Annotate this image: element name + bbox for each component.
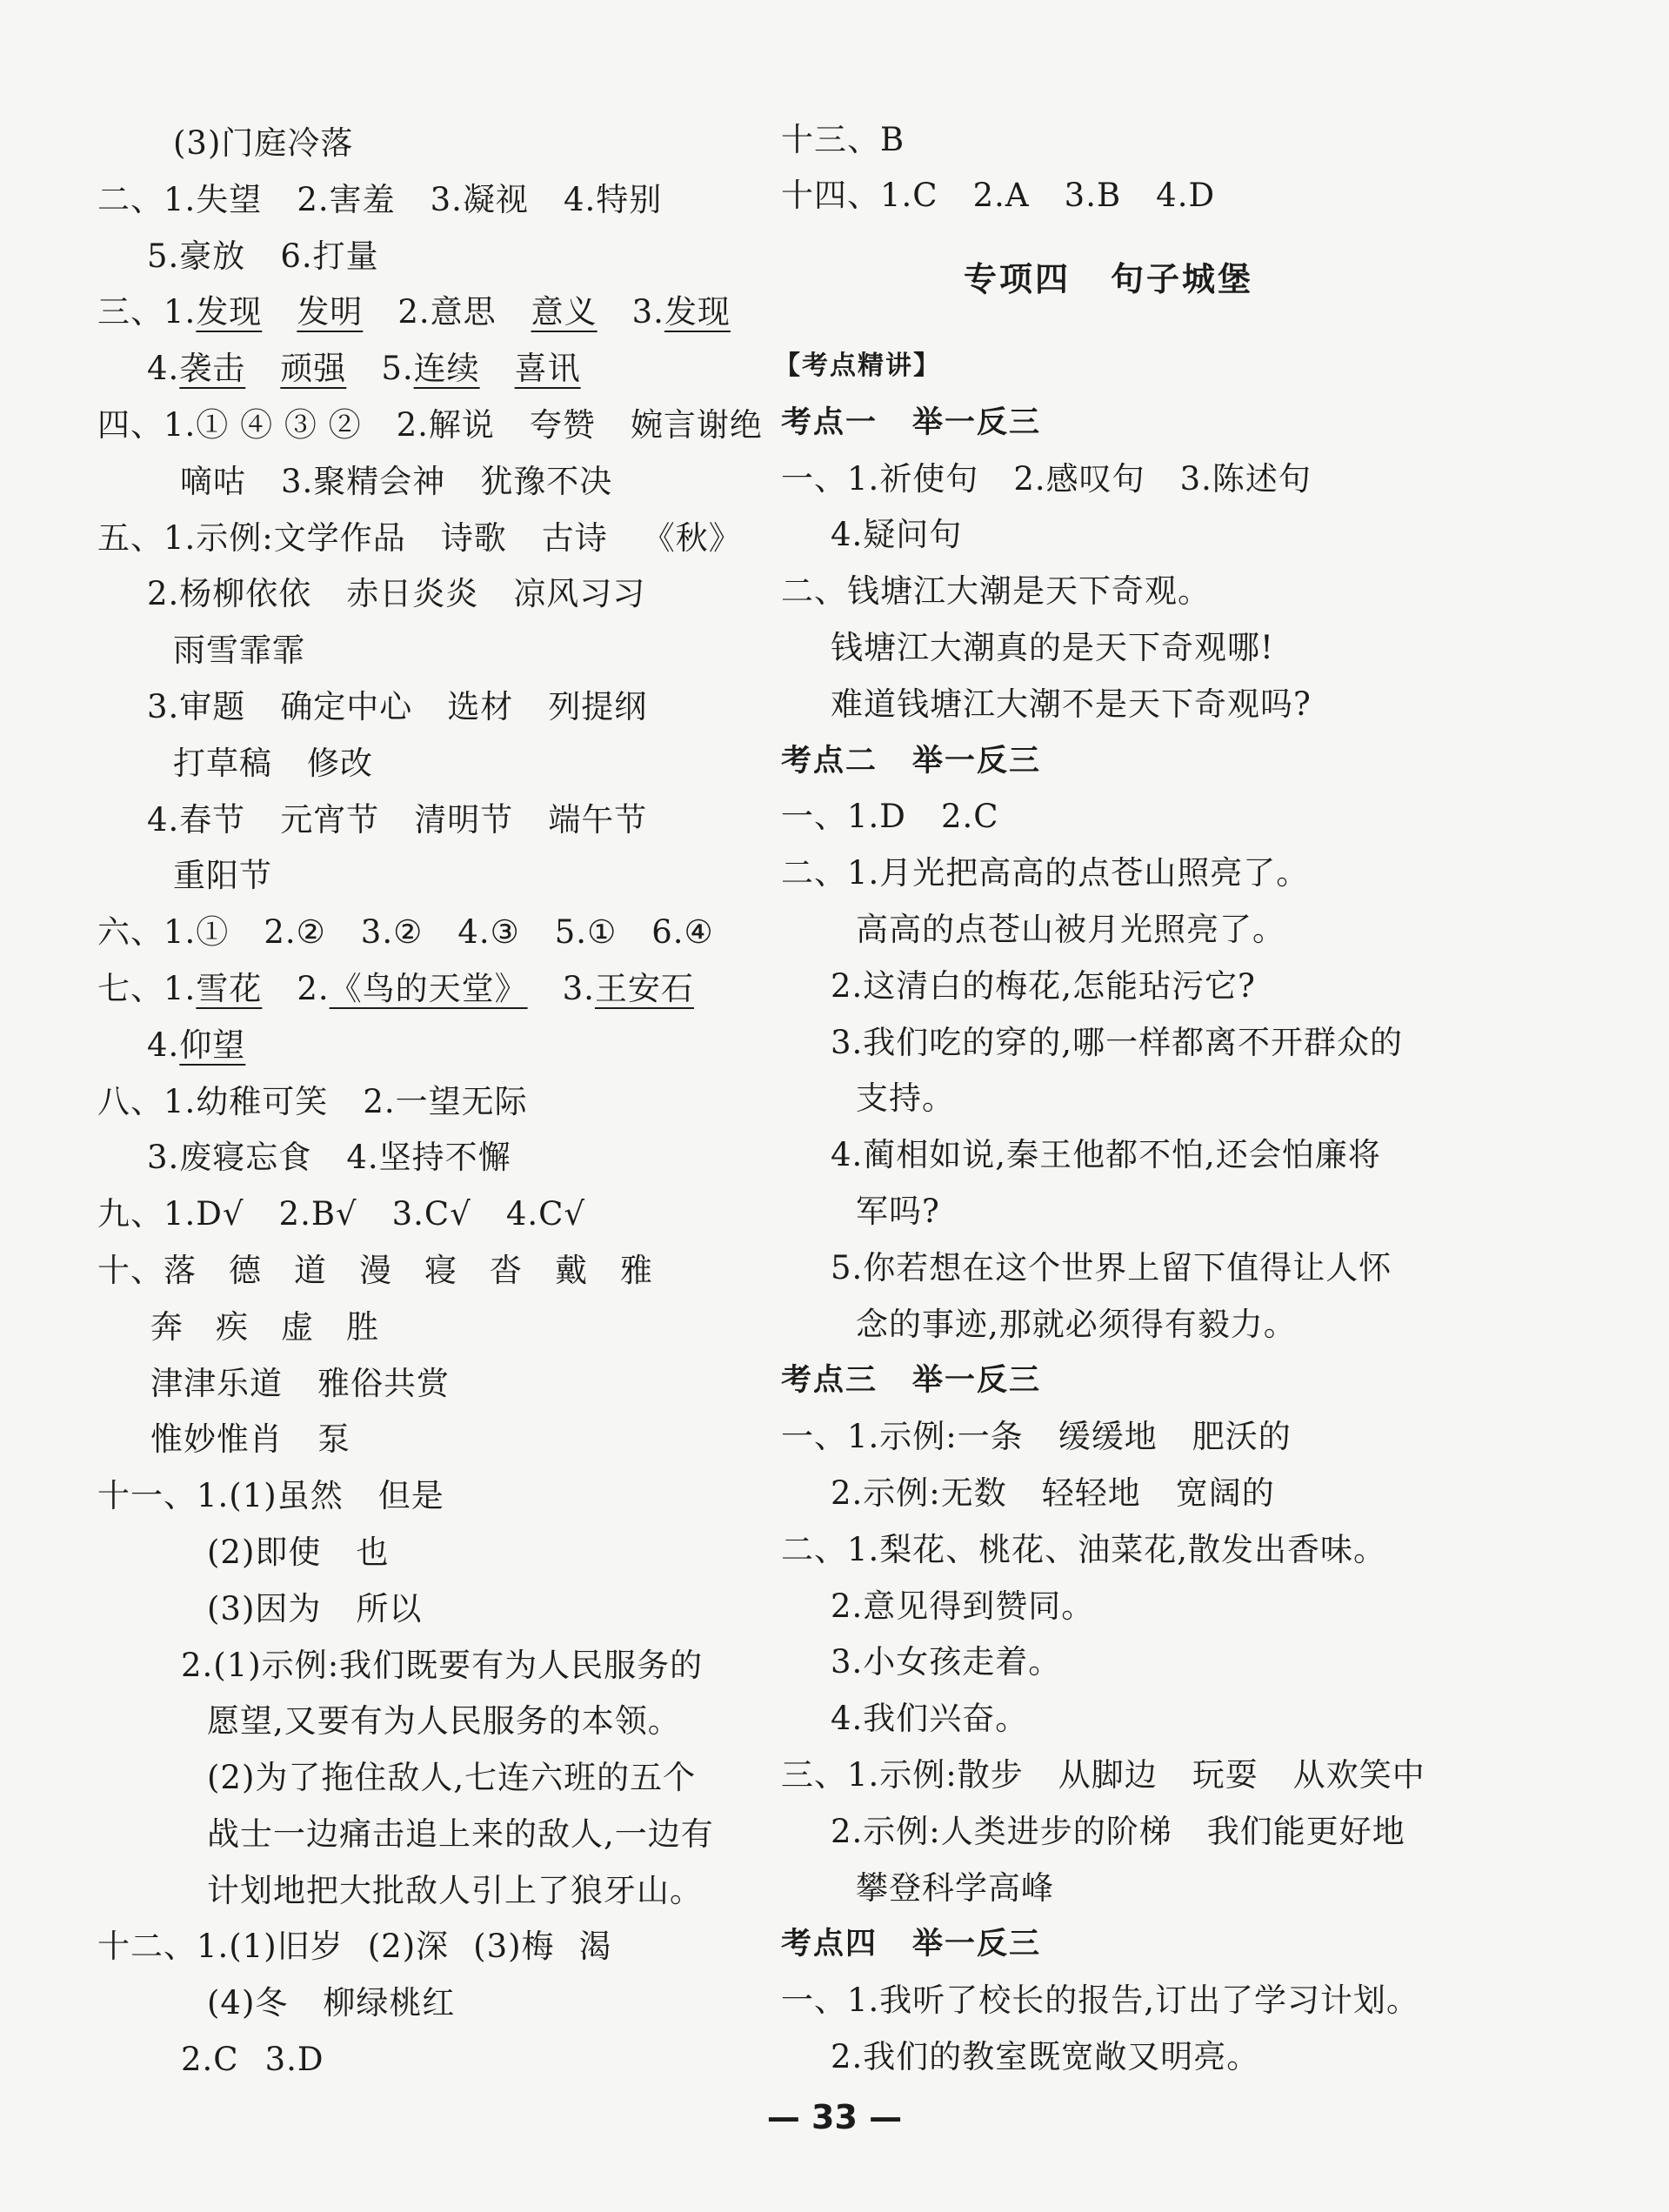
answer-line: 二、1.月光把高高的点苍山照亮了。 — [781, 854, 1310, 892]
kaodian-heading — [781, 1359, 1041, 1402]
answer-item: 2.意思 — [397, 293, 497, 331]
kaodian-label: 考点三 — [781, 1363, 878, 1398]
answer-line: 支持。 — [856, 1079, 955, 1117]
answer-item: 2.一望无际 — [363, 1083, 528, 1120]
answer-item: 我们能更好地 — [1206, 1813, 1405, 1850]
answer-line — [97, 291, 731, 334]
answer-item: 3.审题 — [147, 688, 246, 725]
answer-item: 十一、1.(1)虽然 — [97, 1477, 344, 1514]
answer-item: 端午节 — [548, 801, 648, 839]
answer-item: 缓缓地 — [1058, 1418, 1158, 1455]
answer-item: 一、1.D — [781, 798, 906, 835]
answer-line — [147, 235, 379, 278]
answer-line — [97, 1925, 612, 1968]
answer-item: 德 — [229, 1252, 262, 1289]
answer-item: 古诗 — [541, 519, 608, 557]
answer-line — [150, 1418, 350, 1461]
answer-line: (2)为了拖住敌人,七连六班的五个 — [207, 1759, 697, 1796]
answer-item: 十、落 — [97, 1252, 197, 1289]
answer-item: 4.特别 — [563, 181, 663, 218]
answer-item: (2)即使 — [207, 1534, 322, 1571]
answer-item: 三、1.示例:散步 — [781, 1756, 1024, 1794]
underlined-answer: 王安石 — [594, 970, 694, 1007]
answer-line — [97, 517, 742, 560]
answer-item: 5.豪放 — [147, 237, 246, 275]
answer-line — [207, 1587, 422, 1631]
answer-item: 十四、1.C — [781, 177, 938, 214]
answer-line: 2.(1)示例:我们既要有为人民服务的 — [181, 1647, 704, 1684]
kaodian-sub: 举一反三 — [912, 744, 1042, 779]
answer-line — [150, 1306, 379, 1349]
answer-line — [97, 967, 694, 1011]
section-title — [964, 257, 1253, 301]
answer-line — [97, 1474, 444, 1518]
answer-item: (4)冬 — [207, 1984, 289, 2022]
underlined-answer: 《鸟的天堂》 — [329, 970, 528, 1007]
underlined-answer: 发现 — [664, 293, 731, 331]
answer-item: 2.C — [940, 798, 999, 835]
answer-line — [97, 178, 662, 222]
answer-line — [147, 1024, 245, 1067]
answer-line — [147, 572, 645, 616]
kaodian-sub: 举一反三 — [912, 405, 1042, 440]
answer-line: 战士一边痛击追上来的敌人,一边有 — [207, 1815, 714, 1853]
answer-line — [97, 1249, 653, 1293]
answer-item: 奔 — [150, 1308, 184, 1346]
answer-line: (3)门庭冷落 — [173, 124, 354, 162]
answer-item: 修改 — [307, 745, 373, 782]
answer-line — [147, 347, 581, 391]
answer-item: 凉风习习 — [513, 575, 646, 612]
answer-item: 3.废寝忘食 — [147, 1139, 312, 1176]
answer-item: 元宵节 — [280, 801, 380, 839]
answer-prefix: 3. — [631, 293, 664, 331]
answer-item: 确定中心 — [280, 688, 413, 725]
answer-item: 戴 — [555, 1252, 588, 1289]
answer-item: 《秋》 — [642, 519, 742, 557]
underlined-answer: 发现 — [196, 293, 263, 331]
answer-line: 念的事迹,那就必须得有毅力。 — [856, 1306, 1297, 1343]
answer-item: 从脚边 — [1058, 1756, 1158, 1794]
answer-line — [781, 1754, 1425, 1797]
answer-item: 2.示例:人类进步的阶梯 — [831, 1813, 1172, 1850]
answer-prefix: 三、1. — [97, 293, 197, 331]
page-number: — 33 — — [766, 2098, 903, 2136]
answer-item: 宽阔的 — [1175, 1474, 1275, 1512]
underlined-answer: 意义 — [531, 293, 598, 331]
answer-item: 2.示例:无数 — [831, 1474, 1007, 1512]
answer-line: 2.我们的教室既宽敞又明亮。 — [831, 2038, 1260, 2075]
answer-item: 四、1.① ④ ③ ② — [97, 406, 362, 444]
kaodian-label: 考点二 — [781, 744, 878, 779]
answer-line — [97, 1080, 528, 1124]
answer-item: 4.③ — [457, 913, 520, 951]
underlined-answer: 顽强 — [280, 350, 347, 387]
kaodian-label: 考点一 — [781, 405, 878, 440]
answer-item: 一、1.祈使句 — [781, 460, 979, 498]
answer-item: 虚 — [281, 1308, 314, 1346]
answer-line — [831, 1472, 1275, 1515]
answer-item: 3.聚精会神 — [281, 463, 446, 500]
answer-item: 赤日炎炎 — [346, 575, 479, 612]
answer-line: 4.蔺相如说,秦王他都不怕,还会怕廉将 — [831, 1136, 1381, 1173]
answer-item: (3)梅 — [473, 1928, 555, 1965]
answer-item: 3.② — [360, 913, 424, 951]
answer-prefix: 5. — [381, 350, 414, 387]
answer-item: 6.④ — [651, 913, 714, 951]
answer-item: 2.② — [264, 913, 326, 951]
answer-item: 诗歌 — [440, 519, 507, 557]
answer-line — [97, 911, 714, 954]
answer-item: 2.感叹句 — [1013, 460, 1145, 498]
answer-item: 2.害羞 — [297, 181, 396, 218]
answer-item: 2.杨柳依依 — [147, 575, 312, 612]
answer-line: 钱塘江大潮真的是天下奇观哪! — [831, 629, 1274, 666]
kaodian-label: 考点四 — [781, 1927, 878, 1961]
answer-item: 玩耍 — [1192, 1756, 1258, 1794]
answer-prefix: 3. — [562, 970, 595, 1007]
answer-line: 重阳节 — [173, 857, 272, 894]
answer-line — [207, 1981, 455, 2025]
answer-line: 3.我们吃的穿的,哪一样都离不开群众的 — [831, 1024, 1404, 1061]
answer-item: 一、1.示例:一条 — [781, 1418, 1024, 1455]
underlined-answer: 袭击 — [179, 350, 246, 387]
answer-item: 道 — [294, 1252, 327, 1289]
answer-line — [147, 685, 647, 729]
answer-item: 嘀咕 — [180, 463, 246, 500]
answer-item: 2.解说 — [396, 406, 495, 444]
answer-item: 二、1.失望 — [97, 181, 263, 218]
answer-line — [150, 1362, 450, 1406]
answer-item: 津津乐道 — [150, 1365, 283, 1402]
answer-line: 军吗? — [856, 1193, 940, 1230]
answer-line: 4.疑问句 — [831, 516, 963, 553]
answer-item: 六、1.① — [97, 913, 230, 951]
kaodian-sub: 举一反三 — [912, 1363, 1042, 1398]
answer-item: 也 — [356, 1534, 390, 1571]
answer-line: 二、1.梨花、桃花、油菜花,散发出香味。 — [781, 1531, 1387, 1568]
answer-line: 3.小女孩走着。 — [831, 1643, 1062, 1681]
answer-line: 十三、B — [781, 121, 905, 158]
kaodian-jingjiang-heading: 【考点精讲】 — [774, 351, 941, 381]
answer-line: 2.这清白的梅花,怎能玷污它? — [831, 967, 1256, 1005]
answer-line — [781, 458, 1312, 501]
answer-item: 2.C — [181, 2041, 239, 2078]
answer-item: 肥沃的 — [1192, 1418, 1292, 1455]
answer-line: 5.你若想在这个世界上留下值得让人怀 — [831, 1249, 1392, 1286]
answer-line — [97, 1193, 585, 1236]
answer-line — [781, 174, 1215, 217]
answer-item: 选材 — [447, 688, 514, 725]
answer-line — [781, 795, 999, 839]
answer-line — [97, 404, 763, 447]
answer-item: 4.D — [1156, 177, 1216, 214]
kaodian-heading — [781, 401, 1041, 444]
answer-item: 渴 — [578, 1928, 612, 1965]
answer-item: 6.打量 — [280, 237, 379, 275]
kaodian-heading — [781, 1922, 1041, 1966]
answer-line: 雨雪霏霏 — [173, 632, 305, 669]
underlined-answer: 雪花 — [196, 970, 263, 1007]
answer-line: 高高的点苍山被月光照亮了。 — [856, 911, 1285, 948]
answer-item: 3.凝视 — [430, 181, 529, 218]
underlined-answer: 仰望 — [179, 1026, 246, 1064]
answer-item: 五、1.示例:文学作品 — [97, 519, 406, 557]
answer-item: 泵 — [317, 1420, 350, 1458]
answer-line — [173, 742, 373, 785]
answer-item: 惟妙惟肖 — [150, 1420, 283, 1458]
answer-line — [147, 799, 647, 842]
answer-item: 3.C√ — [391, 1195, 471, 1233]
answer-item: (3)因为 — [207, 1590, 322, 1627]
answer-line — [831, 1810, 1405, 1854]
answer-line: 二、钱塘江大潮是天下奇观。 — [781, 572, 1211, 610]
underlined-answer: 喜讯 — [514, 350, 581, 387]
answer-line: 愿望,又要有为人民服务的本领。 — [207, 1702, 681, 1740]
section-number: 专项四 — [964, 259, 1071, 298]
answer-line: 4.我们兴奋。 — [831, 1700, 1029, 1737]
answer-item: 3.陈述句 — [1179, 460, 1312, 498]
answer-item: 柳绿桃红 — [323, 1984, 456, 2022]
answer-line — [147, 1136, 511, 1180]
answer-item: 所以 — [356, 1590, 423, 1627]
answer-item: 打草稿 — [173, 745, 272, 782]
underlined-answer: 发明 — [297, 293, 364, 331]
underlined-answer: 连续 — [413, 350, 480, 387]
answer-item: 列提纲 — [548, 688, 648, 725]
answer-item: 夸赞 — [529, 406, 596, 444]
answer-item: 漫 — [359, 1252, 392, 1289]
answer-line: 难道钱塘江大潮不是天下奇观吗? — [831, 685, 1312, 723]
answer-line: 2.意见得到赞同。 — [831, 1587, 1095, 1625]
answer-item: 寝 — [424, 1252, 457, 1289]
answer-item: 沓 — [490, 1252, 523, 1289]
answer-item: 犹豫不决 — [480, 463, 613, 500]
answer-item: 雅 — [620, 1252, 653, 1289]
answer-item: 十二、1.(1)旧岁 — [97, 1928, 344, 1965]
answer-line: 攀登科学高峰 — [856, 1869, 1054, 1907]
answer-item: 婉言谢绝 — [630, 406, 763, 444]
answer-item: 清明节 — [414, 801, 514, 839]
answer-item: 4.春节 — [147, 801, 246, 839]
answer-item: 胜 — [346, 1308, 379, 1346]
section-name: 句子城堡 — [1111, 259, 1254, 298]
answer-prefix: 4. — [147, 350, 180, 387]
answer-item: 但是 — [377, 1477, 444, 1514]
answer-line: 一、1.我听了校长的报告,订出了学习计划。 — [781, 1981, 1420, 2019]
answer-line — [207, 1531, 389, 1574]
answer-item: 八、1.幼稚可笑 — [97, 1083, 329, 1120]
answer-item: 九、1.D√ — [97, 1195, 244, 1233]
answer-item: 2.A — [972, 177, 1030, 214]
answer-line — [181, 2038, 324, 2082]
answer-item: 疾 — [216, 1308, 249, 1346]
answer-prefix: 4. — [147, 1026, 180, 1064]
answer-item: 2.B√ — [278, 1195, 357, 1233]
answer-line — [781, 1415, 1292, 1459]
answer-item: 4.坚持不懈 — [346, 1139, 511, 1176]
answer-prefix: 2. — [297, 970, 330, 1007]
answer-line — [180, 460, 612, 504]
kaodian-heading — [781, 739, 1041, 783]
answer-item: 5.① — [554, 913, 618, 951]
answer-line: 计划地把大批敌人引上了狼牙山。 — [207, 1872, 703, 1909]
answer-item: (2)深 — [367, 1928, 450, 1965]
answer-prefix: 七、1. — [97, 970, 197, 1007]
answer-item: 雅俗共赏 — [317, 1365, 450, 1402]
kaodian-sub: 举一反三 — [912, 1927, 1042, 1961]
answer-item: 4.C√ — [505, 1195, 586, 1233]
answer-item: 3.D — [264, 2041, 324, 2078]
answer-item: 从欢笑中 — [1292, 1756, 1425, 1794]
answer-item: 3.B — [1064, 177, 1122, 214]
answer-item: 轻轻地 — [1041, 1474, 1141, 1512]
